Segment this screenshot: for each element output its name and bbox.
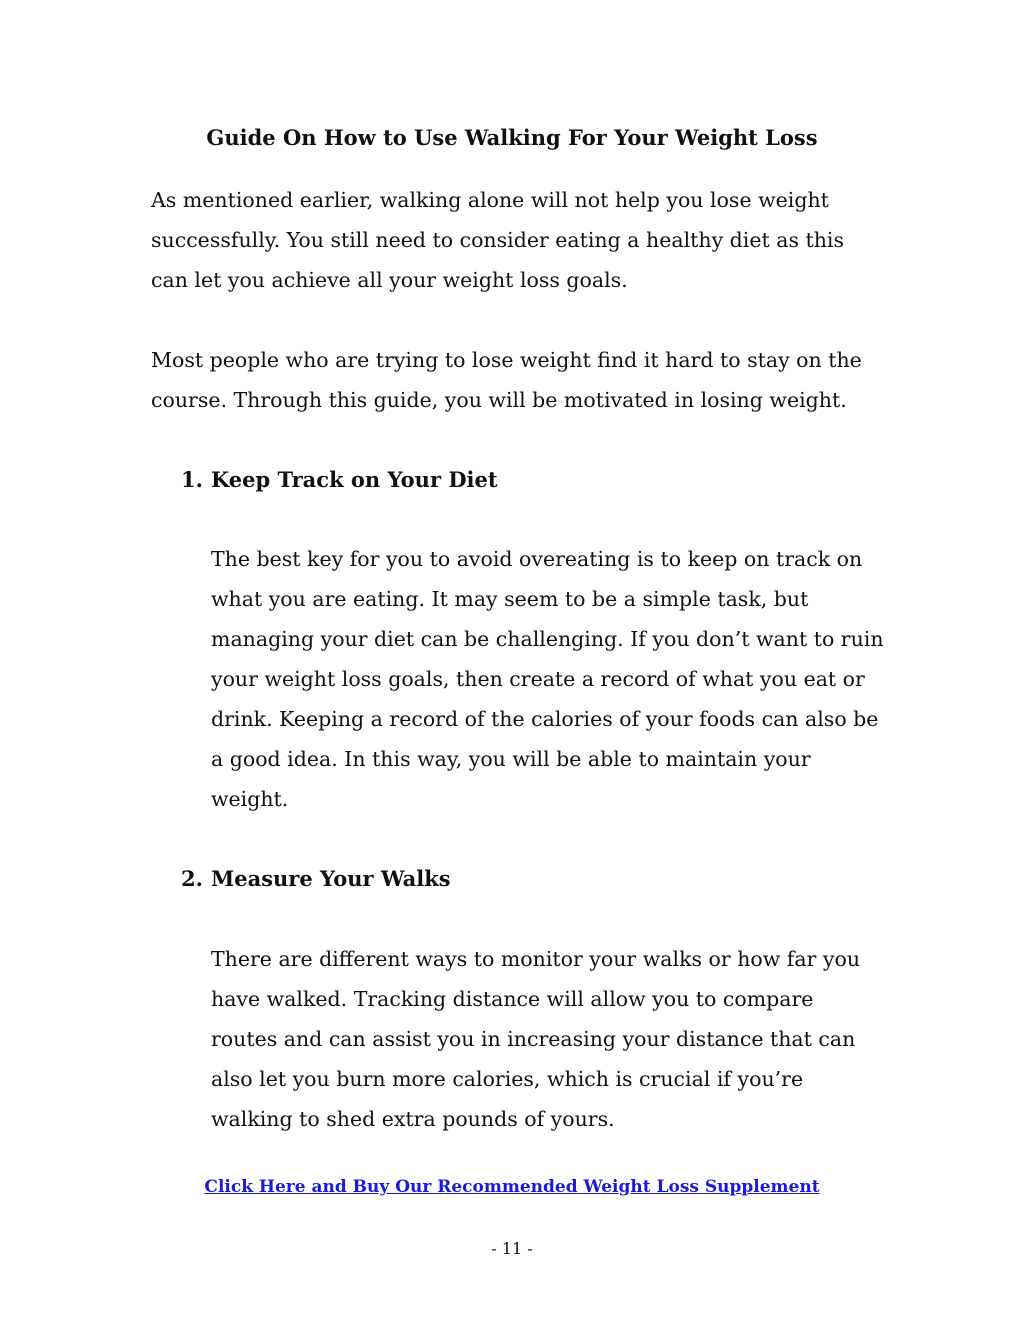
text-line: can let you achieve all your weight loss goals.	[151, 268, 628, 292]
text-line: Most people who are trying to lose weight find it hard to stay on the	[151, 348, 862, 372]
intro-paragraph-1	[151, 180, 844, 300]
text-line: As mentioned earlier, walking alone will not help you lose weight	[151, 188, 829, 212]
page-number: - 11 -	[491, 1239, 533, 1258]
text-line: also let you burn more calories, which is crucial if you’re	[211, 1067, 804, 1091]
text-line: course. Through this guide, you will be motivated in losing weight.	[151, 388, 847, 412]
text-line: There are different ways to monitor your walks or how far you	[211, 947, 861, 971]
section-heading-1	[181, 460, 781, 500]
cta-container	[0, 1173, 1024, 1201]
page-title: Guide On How to Use Walking For Your Weight Loss	[206, 125, 818, 150]
text-line: weight.	[211, 787, 289, 811]
section-heading-text: Keep Track on Your Diet	[211, 467, 498, 492]
text-line: The best key for you to avoid overeating is to keep on track on	[211, 547, 863, 571]
section-heading-text: Measure Your Walks	[211, 866, 451, 891]
text-line: a good idea. In this way, you will be able to maintain your	[211, 747, 811, 771]
text-line: drink. Keeping a record of the calories of your foods can also be	[211, 707, 879, 731]
list-number: 2.	[181, 866, 203, 891]
text-line: managing your diet can be challenging. If you don’t want to ruin	[211, 627, 884, 651]
section-heading-2	[181, 859, 781, 899]
text-line: what you are eating. It may seem to be a simple task, but	[211, 587, 809, 611]
text-line: have walked. Tracking distance will allow you to compare	[211, 987, 814, 1011]
text-line: your weight loss goals, then create a record of what you eat or	[211, 667, 865, 691]
section-paragraph-2	[211, 939, 860, 1139]
intro-paragraph-2	[151, 340, 862, 420]
text-line: successfully. You still need to consider eating a healthy diet as this	[151, 228, 845, 252]
text-line: routes and can assist you in increasing your distance that can	[211, 1027, 856, 1051]
text-line: walking to shed extra pounds of yours.	[211, 1107, 615, 1131]
buy-supplement-link[interactable]: Click Here and Buy Our Recommended Weight Loss Supplement	[204, 1177, 820, 1197]
list-number: 1.	[181, 467, 203, 492]
section-paragraph-1	[211, 539, 884, 819]
